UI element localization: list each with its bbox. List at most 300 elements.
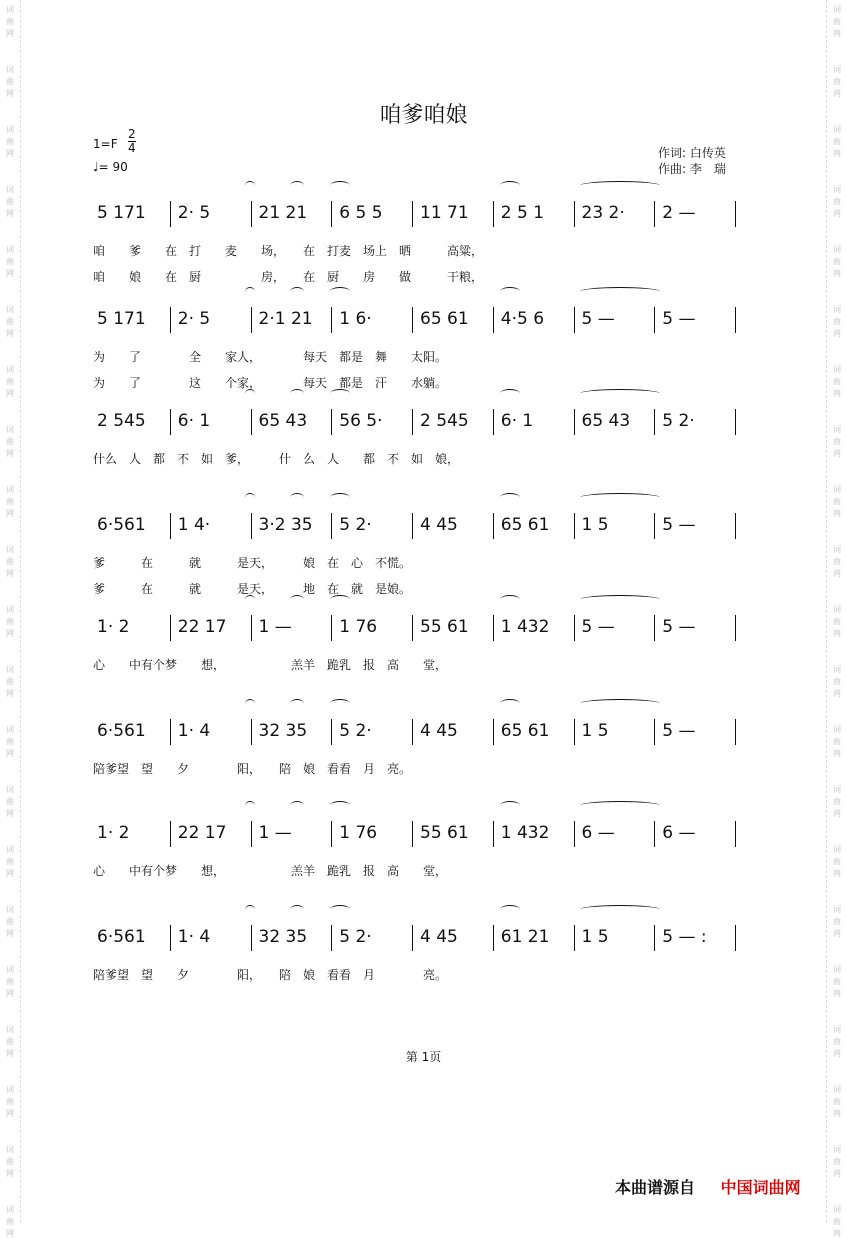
watermark-glyph: 网 — [833, 1049, 841, 1058]
watermark-glyph: 曲 — [6, 857, 14, 866]
watermark-glyph: 网 — [833, 869, 841, 878]
measure-notes: 1 76 — [339, 617, 378, 637]
slur-mark — [500, 287, 520, 296]
watermark-glyph: 词 — [833, 785, 841, 794]
barline — [331, 201, 332, 227]
watermark-glyph: 曲 — [6, 677, 14, 686]
watermark-glyph: 词 — [833, 485, 841, 494]
watermark-glyph: 曲 — [6, 437, 14, 446]
slur-mark — [245, 493, 255, 502]
slur-mark — [290, 595, 304, 604]
measure-notes: 22 17 — [177, 823, 227, 843]
barline — [735, 615, 736, 641]
measure-notes: 5 — : — [662, 927, 707, 947]
source-label: 本曲谱源自 — [615, 1178, 696, 1197]
barline — [493, 513, 494, 539]
barline — [251, 307, 252, 333]
measure-notes: 4 45 — [420, 721, 458, 741]
lyrics-line: 什么 人 都 不 如 爹， 什 么 人 都 不 如 娘， — [93, 452, 460, 466]
barline — [412, 513, 413, 539]
barline — [493, 409, 494, 435]
notation-row — [93, 721, 743, 747]
watermark-glyph: 网 — [833, 209, 841, 218]
slur-mark — [245, 595, 255, 604]
slur-mark — [330, 905, 350, 914]
watermark-glyph: 曲 — [833, 1037, 841, 1046]
measure-notes: 6 — — [581, 823, 615, 843]
barline — [412, 615, 413, 641]
watermark-glyph: 网 — [833, 89, 841, 98]
slur-mark — [580, 181, 660, 190]
barline — [251, 925, 252, 951]
watermark-glyph: 网 — [6, 269, 14, 278]
barline — [654, 719, 655, 745]
lyrics-line: 咱 爹 在 打 麦 场， 在 打麦 场上 晒 高粱， — [93, 244, 484, 258]
notation-row — [93, 309, 743, 335]
lyrics-line: 为 了 全 家人， 每天 都是 舞 太阳。 — [93, 350, 448, 364]
slur-mark — [500, 493, 520, 502]
measure-notes: 1 432 — [500, 617, 550, 637]
barline — [574, 409, 575, 435]
barline — [574, 821, 575, 847]
measure-notes: 6 5 5 — [339, 203, 383, 223]
measure-notes: 1 — — [258, 617, 292, 637]
measure-notes: 65 43 — [258, 411, 308, 431]
watermark-glyph: 词 — [6, 65, 14, 74]
composer: 作曲: 李 瑞 — [658, 162, 726, 176]
slur-mark — [500, 181, 520, 190]
slur-mark — [290, 389, 304, 398]
watermark-glyph: 曲 — [833, 197, 841, 206]
watermark-glyph: 词 — [833, 65, 841, 74]
watermark-glyph: 曲 — [833, 737, 841, 746]
watermark-glyph: 曲 — [833, 1217, 841, 1226]
barline — [493, 615, 494, 641]
barline — [493, 821, 494, 847]
watermark-glyph: 网 — [833, 749, 841, 758]
watermark-glyph: 曲 — [833, 317, 841, 326]
watermark-glyph: 曲 — [6, 257, 14, 266]
slur-mark — [500, 905, 520, 914]
barline — [735, 821, 736, 847]
measure-notes: 56 5· — [339, 411, 383, 431]
measure-notes: 5 171 — [97, 309, 146, 329]
barline — [170, 513, 171, 539]
watermark-glyph: 词 — [833, 185, 841, 194]
lyrics-line: 心 中有个梦 想， 羔羊 跪乳 报 高 堂， — [93, 864, 448, 878]
watermark-glyph: 网 — [6, 689, 14, 698]
measure-notes: 5 — — [581, 617, 615, 637]
source-site: 中国词曲网 — [720, 1178, 801, 1197]
slur-mark — [580, 389, 660, 398]
watermark-glyph: 词 — [833, 365, 841, 374]
slur-mark — [245, 389, 255, 398]
watermark-glyph: 词 — [6, 1205, 14, 1214]
slur-mark — [290, 699, 304, 708]
watermark-glyph: 词 — [833, 1025, 841, 1034]
measure-notes: 6·561 — [97, 927, 146, 947]
watermark-glyph: 网 — [833, 389, 841, 398]
slur-mark — [500, 595, 520, 604]
measure-notes: 1 6· — [339, 309, 372, 329]
measure-notes: 1 76 — [339, 823, 378, 843]
measure-notes: 32 35 — [258, 721, 308, 741]
watermark-glyph: 词 — [6, 665, 14, 674]
barline — [654, 615, 655, 641]
measure-notes: 5 — — [662, 721, 696, 741]
watermark-glyph: 网 — [6, 809, 14, 818]
watermark-glyph: 网 — [6, 1109, 14, 1118]
slur-mark — [500, 389, 520, 398]
watermark-glyph: 曲 — [6, 1097, 14, 1106]
watermark-glyph: 曲 — [6, 197, 14, 206]
time-signature — [128, 128, 136, 155]
measure-notes: 65 43 — [581, 411, 631, 431]
watermark-glyph: 曲 — [833, 977, 841, 986]
watermark-glyph: 曲 — [6, 557, 14, 566]
lyrics-line: 为 了 这 个家， 每天 都是 汗 水躺。 — [93, 376, 448, 390]
slur-mark — [245, 905, 255, 914]
barline — [574, 201, 575, 227]
measure-notes: 1· 2 — [97, 617, 130, 637]
watermark-glyph: 曲 — [833, 917, 841, 926]
barline — [170, 615, 171, 641]
barline — [493, 925, 494, 951]
measure-notes: 55 61 — [420, 823, 469, 843]
measure-notes: 1 4· — [177, 515, 211, 535]
watermark-glyph: 曲 — [6, 1157, 14, 1166]
watermark-glyph: 网 — [833, 329, 841, 338]
barline — [493, 719, 494, 745]
watermark-glyph: 网 — [833, 269, 841, 278]
barline — [735, 201, 736, 227]
barline — [331, 821, 332, 847]
watermark-glyph: 曲 — [833, 617, 841, 626]
measure-notes: 5 2· — [339, 927, 372, 947]
measure-notes: 5 2· — [339, 721, 372, 741]
barline — [493, 307, 494, 333]
barline — [251, 821, 252, 847]
barline — [251, 409, 252, 435]
slur-mark — [290, 801, 304, 810]
watermark-glyph: 词 — [833, 245, 841, 254]
watermark-glyph: 曲 — [833, 557, 841, 566]
measure-notes: 55 61 — [420, 617, 469, 637]
watermark-glyph: 词 — [833, 125, 841, 134]
credits — [658, 145, 726, 177]
barline — [331, 925, 332, 951]
barline — [574, 307, 575, 333]
measure-notes: 5 — — [581, 309, 615, 329]
slur-mark — [330, 595, 350, 604]
barline — [331, 513, 332, 539]
watermark-glyph: 词 — [833, 665, 841, 674]
measure-notes: 2· 5 — [177, 309, 211, 329]
measure-notes: 4 45 — [420, 515, 458, 535]
measure-notes: 22 17 — [177, 617, 227, 637]
measure-notes: 6·561 — [97, 515, 146, 535]
notation-row — [93, 823, 743, 849]
measure-notes: 65 61 — [420, 309, 469, 329]
measure-notes: 2· 5 — [177, 203, 211, 223]
watermark-glyph: 词 — [833, 1145, 841, 1154]
barline — [170, 409, 171, 435]
watermark-glyph: 词 — [6, 425, 14, 434]
slur-mark — [500, 801, 520, 810]
barline — [170, 925, 171, 951]
slur-mark — [580, 699, 660, 708]
source-credit — [615, 1175, 801, 1198]
watermark-glyph: 网 — [6, 29, 14, 38]
watermark-glyph: 网 — [6, 1049, 14, 1058]
measure-notes: 5 171 — [97, 203, 146, 223]
watermark-glyph: 网 — [6, 329, 14, 338]
watermark-glyph: 词 — [833, 965, 841, 974]
lyrics-line: 咱 娘 在 厨 房， 在 厨 房 做 干粮， — [93, 270, 484, 284]
slur-mark — [290, 181, 304, 190]
slur-mark — [245, 801, 255, 810]
barline — [251, 513, 252, 539]
page-number: 第 1页 — [405, 1050, 442, 1064]
watermark-glyph: 曲 — [833, 497, 841, 506]
barline — [654, 821, 655, 847]
measure-notes: 6·561 — [97, 721, 146, 741]
measure-notes: 4 45 — [420, 927, 458, 947]
barline — [735, 513, 736, 539]
notation-row — [93, 927, 743, 953]
watermark-glyph: 网 — [833, 1109, 841, 1118]
watermark-glyph: 曲 — [6, 737, 14, 746]
watermark-glyph: 曲 — [6, 617, 14, 626]
barline — [170, 307, 171, 333]
barline — [654, 513, 655, 539]
watermark-glyph: 词 — [6, 1025, 14, 1034]
watermark-glyph: 词 — [6, 605, 14, 614]
measure-notes: 2 5 1 — [500, 203, 545, 223]
watermark-glyph: 曲 — [833, 437, 841, 446]
slur-mark — [330, 801, 350, 810]
watermark-glyph: 曲 — [833, 1097, 841, 1106]
notation-row — [93, 515, 743, 541]
lyrics-line: 爹 在 就 是天， 娘 在 心 不慌。 — [93, 556, 412, 570]
slur-mark — [580, 493, 660, 502]
watermark-glyph: 曲 — [833, 1157, 841, 1166]
watermark-glyph: 词 — [6, 185, 14, 194]
watermark-glyph: 曲 — [6, 137, 14, 146]
barline — [574, 719, 575, 745]
barline — [170, 719, 171, 745]
barline — [412, 719, 413, 745]
measure-notes: 1 5 — [581, 515, 609, 535]
measure-notes: 6· 1 — [177, 411, 211, 431]
measure-notes: 4·5 6 — [500, 309, 545, 329]
measure-notes: 23 2· — [581, 203, 625, 223]
watermark-glyph: 词 — [833, 845, 841, 854]
watermark-strip-right — [826, 0, 847, 1238]
barline — [412, 409, 413, 435]
barline — [331, 307, 332, 333]
barline — [251, 719, 252, 745]
watermark-glyph: 曲 — [6, 377, 14, 386]
measure-notes: 5 — — [662, 515, 696, 535]
barline — [412, 307, 413, 333]
slur-mark — [330, 389, 350, 398]
measure-notes: 5 2· — [339, 515, 372, 535]
watermark-strip-left — [0, 0, 21, 1238]
watermark-glyph: 网 — [6, 869, 14, 878]
barline — [251, 201, 252, 227]
barline — [331, 719, 332, 745]
watermark-glyph: 网 — [833, 929, 841, 938]
measure-notes: 2 545 — [420, 411, 469, 431]
slur-mark — [330, 181, 350, 190]
watermark-glyph: 曲 — [6, 1037, 14, 1046]
watermark-glyph: 词 — [6, 485, 14, 494]
watermark-glyph: 曲 — [6, 77, 14, 86]
measure-notes: 5 — — [662, 617, 696, 637]
watermark-glyph: 词 — [833, 305, 841, 314]
watermark-glyph: 网 — [6, 209, 14, 218]
watermark-glyph: 词 — [833, 5, 841, 14]
barline — [654, 201, 655, 227]
watermark-glyph: 网 — [6, 569, 14, 578]
lyrics-line: 爹 在 就 是天， 地 在 就 是娘。 — [93, 582, 412, 596]
time-signature-top: 2 — [128, 127, 136, 141]
measure-notes: 1 432 — [500, 823, 550, 843]
measure-notes: 1· 4 — [177, 721, 211, 741]
watermark-glyph: 词 — [6, 1085, 14, 1094]
barline — [574, 925, 575, 951]
watermark-glyph: 曲 — [833, 857, 841, 866]
watermark-glyph: 曲 — [833, 677, 841, 686]
barline — [654, 925, 655, 951]
slur-mark — [245, 287, 255, 296]
watermark-glyph: 词 — [6, 905, 14, 914]
watermark-glyph: 词 — [6, 365, 14, 374]
watermark-glyph: 词 — [6, 125, 14, 134]
slur-mark — [580, 801, 660, 810]
measure-notes: 21 21 — [258, 203, 308, 223]
barline — [170, 821, 171, 847]
slur-mark — [330, 699, 350, 708]
slur-mark — [580, 595, 660, 604]
measure-notes: 1 5 — [581, 927, 609, 947]
watermark-glyph: 网 — [6, 509, 14, 518]
watermark-glyph: 曲 — [6, 917, 14, 926]
barline — [493, 201, 494, 227]
watermark-glyph: 网 — [833, 689, 841, 698]
barline — [735, 925, 736, 951]
watermark-glyph: 曲 — [833, 377, 841, 386]
watermark-glyph: 词 — [833, 605, 841, 614]
watermark-glyph: 词 — [6, 5, 14, 14]
measure-notes: 1· 4 — [177, 927, 211, 947]
slur-mark — [580, 905, 660, 914]
barline — [251, 615, 252, 641]
watermark-glyph: 曲 — [833, 257, 841, 266]
slur-mark — [500, 699, 520, 708]
watermark-glyph: 网 — [6, 389, 14, 398]
watermark-glyph: 曲 — [833, 137, 841, 146]
measure-notes: 2 545 — [97, 411, 146, 431]
watermark-glyph: 词 — [833, 725, 841, 734]
watermark-glyph: 网 — [833, 809, 841, 818]
watermark-glyph: 网 — [833, 1169, 841, 1178]
barline — [170, 201, 171, 227]
notation-row — [93, 411, 743, 437]
watermark-glyph: 网 — [6, 1169, 14, 1178]
watermark-glyph: 词 — [6, 545, 14, 554]
barline — [654, 409, 655, 435]
slur-mark — [330, 287, 350, 296]
watermark-glyph: 曲 — [833, 797, 841, 806]
watermark-glyph: 词 — [6, 1145, 14, 1154]
watermark-glyph: 曲 — [6, 497, 14, 506]
watermark-glyph: 网 — [6, 989, 14, 998]
watermark-glyph: 网 — [833, 989, 841, 998]
watermark-glyph: 网 — [6, 629, 14, 638]
barline — [574, 615, 575, 641]
watermark-glyph: 曲 — [6, 317, 14, 326]
measure-notes: 2·1 21 — [258, 309, 313, 329]
lyricist: 作词: 白传英 — [658, 146, 726, 160]
watermark-glyph: 网 — [6, 449, 14, 458]
measure-notes: 1 — — [258, 823, 292, 843]
tempo-marking: ♩= 90 — [93, 160, 128, 174]
measure-notes: 61 21 — [500, 927, 550, 947]
measure-notes: 5 — — [662, 309, 696, 329]
watermark-glyph: 词 — [6, 785, 14, 794]
barline — [331, 409, 332, 435]
watermark-glyph: 词 — [6, 725, 14, 734]
watermark-glyph: 词 — [833, 1085, 841, 1094]
slur-mark — [290, 287, 304, 296]
lyrics-line: 陪爹望 望 夕 阳， 陪 娘 看看 月 亮。 — [93, 968, 448, 982]
tempo-value: = 90 — [98, 160, 128, 174]
barline — [412, 201, 413, 227]
slur-mark — [245, 699, 255, 708]
watermark-glyph: 词 — [833, 545, 841, 554]
watermark-glyph: 曲 — [6, 977, 14, 986]
measure-notes: 65 61 — [500, 515, 550, 535]
measure-notes: 5 2· — [662, 411, 695, 431]
time-signature-bottom: 4 — [128, 141, 136, 155]
watermark-glyph: 网 — [6, 1229, 14, 1238]
watermark-glyph: 词 — [833, 425, 841, 434]
watermark-glyph: 网 — [6, 749, 14, 758]
watermark-glyph: 曲 — [833, 17, 841, 26]
barline — [412, 821, 413, 847]
measure-notes: 1· 2 — [97, 823, 130, 843]
watermark-glyph: 网 — [833, 449, 841, 458]
watermark-glyph: 网 — [833, 1229, 841, 1238]
measure-notes: 6· 1 — [500, 411, 534, 431]
watermark-glyph: 词 — [833, 905, 841, 914]
measure-notes: 1 5 — [581, 721, 609, 741]
watermark-glyph: 词 — [6, 965, 14, 974]
notation-row — [93, 203, 743, 229]
watermark-glyph: 曲 — [6, 1217, 14, 1226]
watermark-glyph: 网 — [833, 629, 841, 638]
song-title: 咱爹咱娘 — [379, 103, 468, 128]
watermark-glyph: 网 — [833, 569, 841, 578]
watermark-glyph: 网 — [6, 89, 14, 98]
watermark-glyph: 网 — [833, 29, 841, 38]
measure-notes: 2 — — [662, 203, 696, 223]
lyrics-line: 心 中有个梦 想， 羔羊 跪乳 报 高 堂， — [93, 658, 448, 672]
watermark-glyph: 网 — [6, 929, 14, 938]
watermark-glyph: 词 — [6, 305, 14, 314]
